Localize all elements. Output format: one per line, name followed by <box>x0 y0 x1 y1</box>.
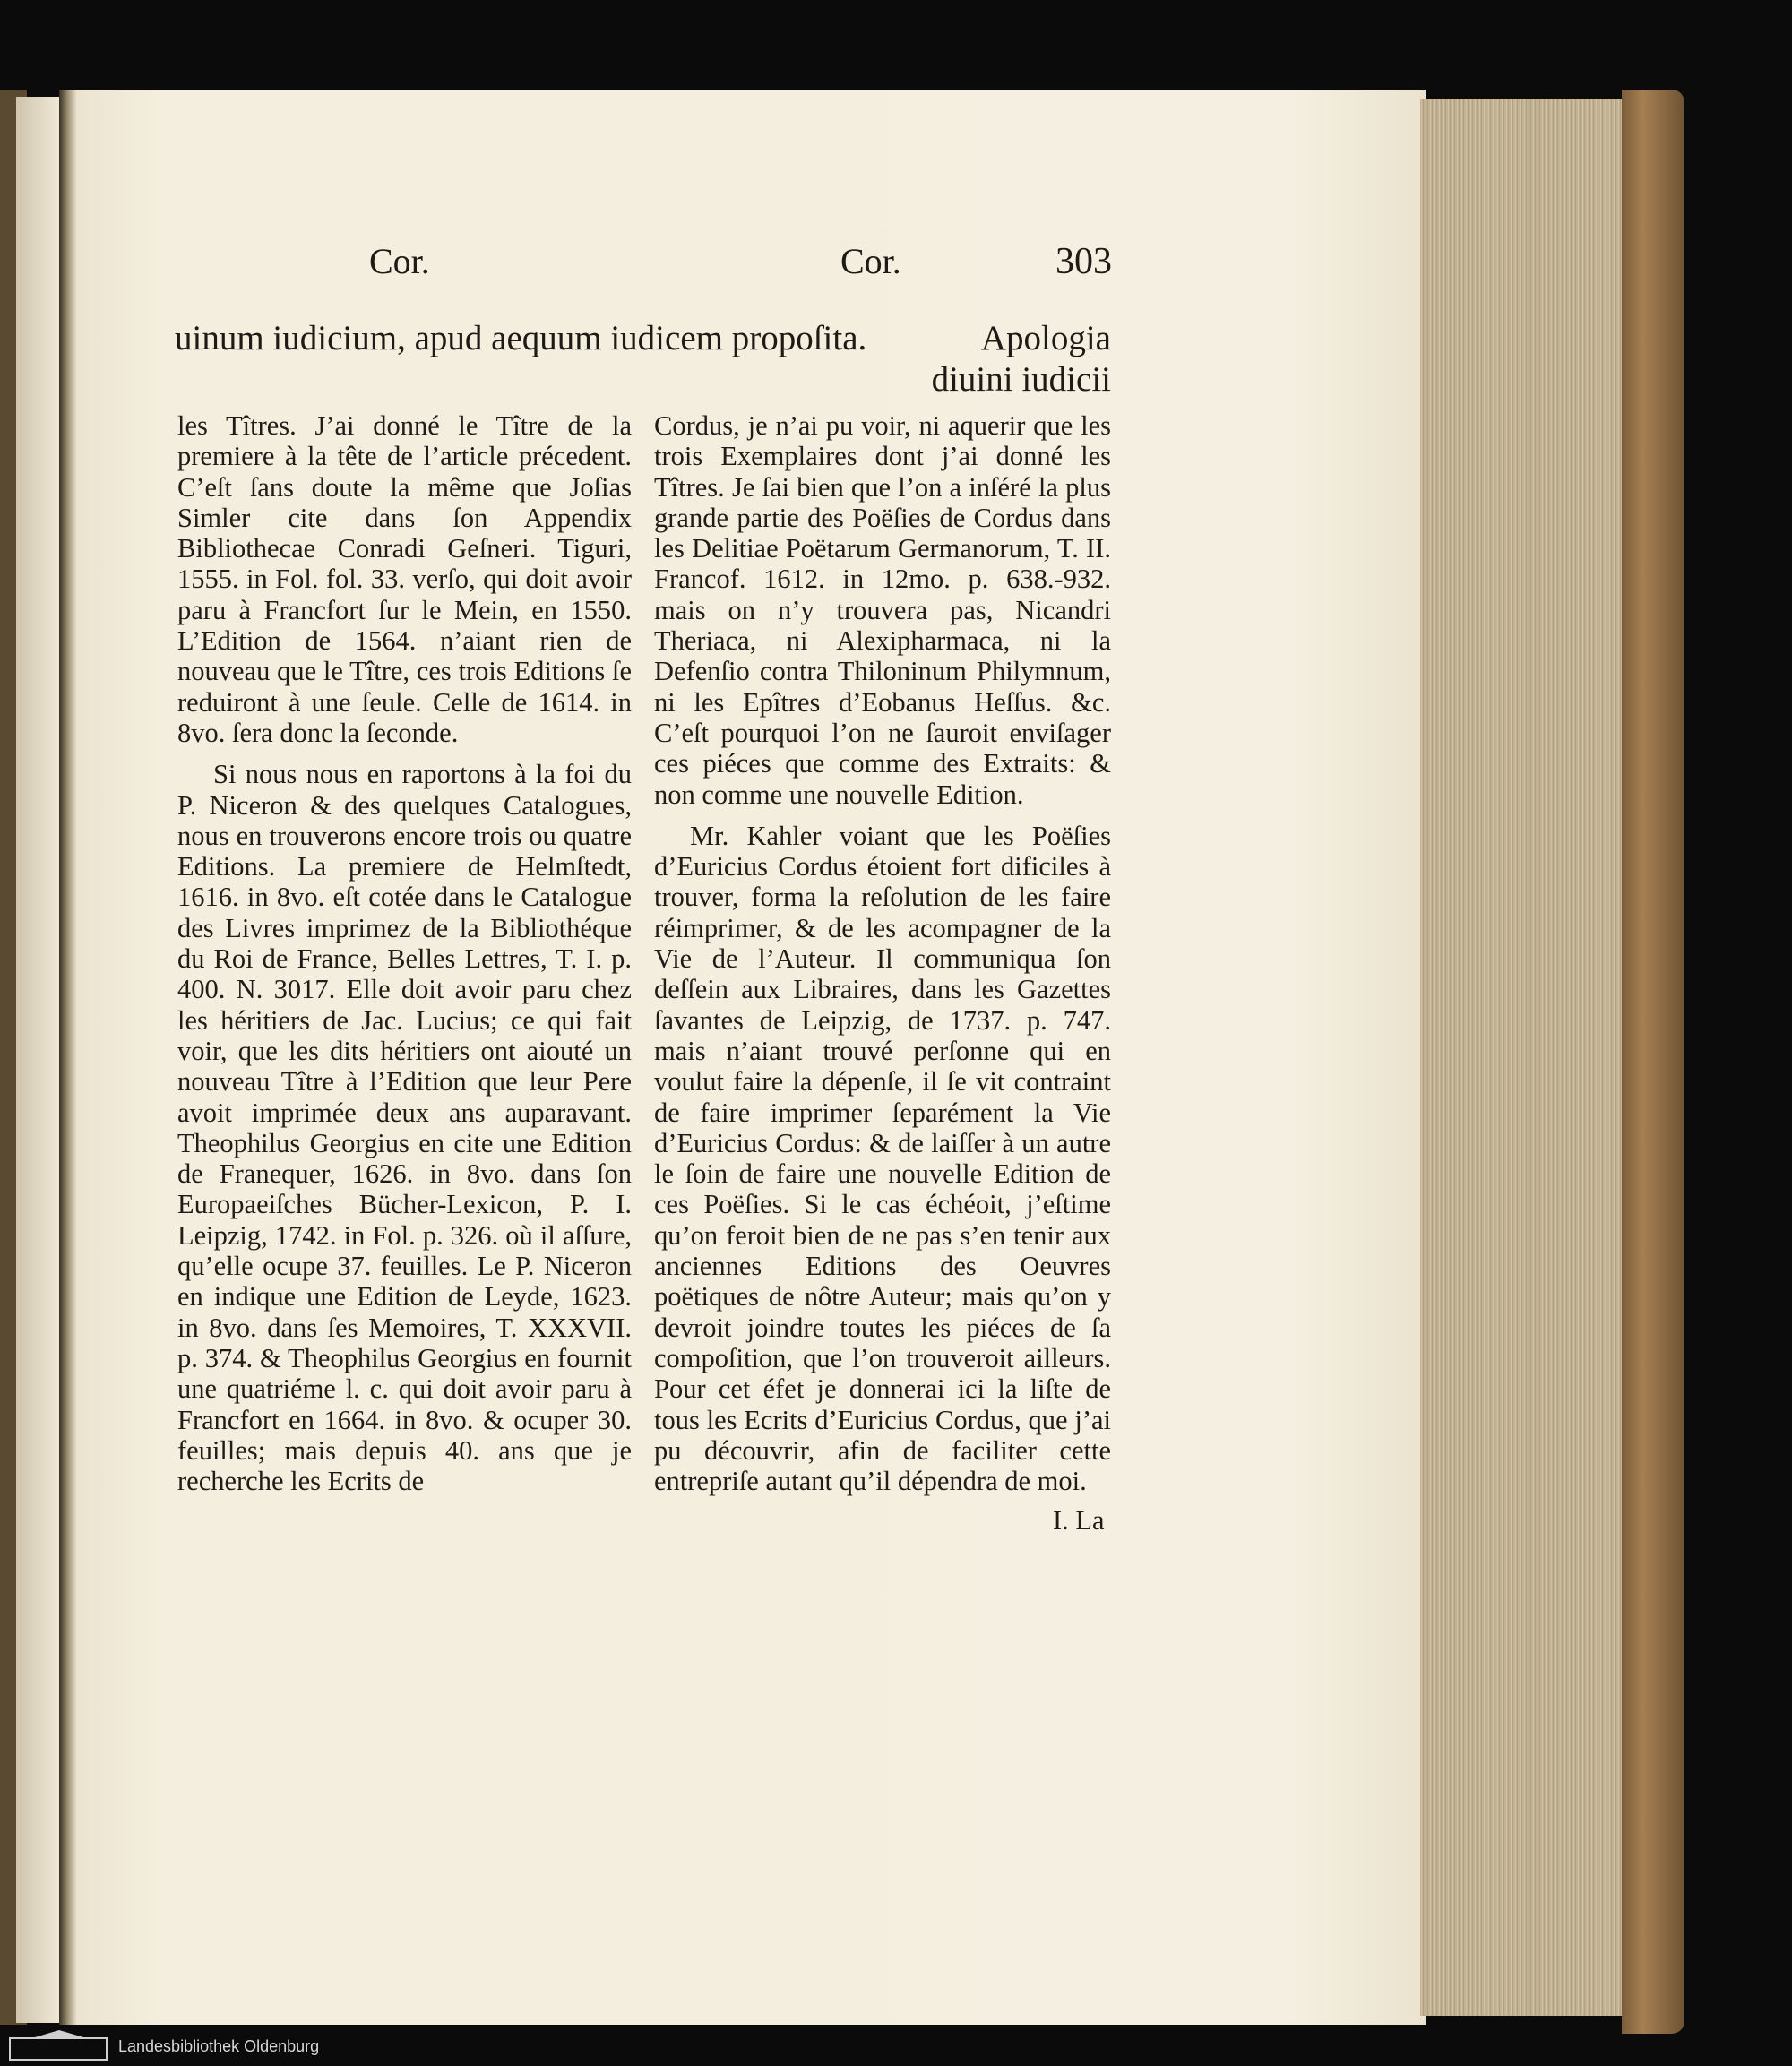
paragraph: Cordus, je n’ai pu voir, ni aquerir que les trois Exemplaires dont j’ai donné les Tîtres. Je ſai bien que l’on a inſéré la plus grande partie des Poëſies de Cordus dans les Delitiae Poëtarum Germanorum, T. II. Francof. 1612. in 12mo. p. 638.-932. mais on n’y trouvera pas, Nicandri Theriaca, ni Alexipharmaca, ni la Defenſio contra Thiloninum Philymnum, ni les Epîtres d’Eobanus Heſſus. &c. C’eſt pourquoi l’on ne ſauroit enviſager ces piéces que comme des Extraits: & non comme une nouvelle Edition. <box>654 410 1111 810</box>
page-number: 303 <box>1055 241 1112 282</box>
library-name: Landesbibliothek Oldenburg <box>118 2037 320 2055</box>
facing-page-edge <box>16 97 59 2023</box>
running-head-center: Cor. <box>840 241 901 281</box>
title-left: uinum iudicium, apud aequum iudicem propoſita. <box>175 319 867 357</box>
text-column-left <box>177 410 632 1496</box>
title-right: Apologia diuini iudicii <box>931 319 1111 399</box>
running-head-left: Cor. <box>369 241 430 281</box>
book-cover-right <box>1622 90 1684 2034</box>
text-column-right <box>654 410 1111 1496</box>
library-logo-icon <box>9 2037 108 2061</box>
book-gutter <box>59 90 77 2025</box>
page-block-edges <box>1420 99 1622 2016</box>
paragraph: Si nous nous en raportons à la foi du P. Niceron & des quelques Catalogues, nous en trouverons encore trois ou quatre Editions. La premiere de Helmſtedt, 1616. in 8vo. eſt cotée dans le Catalogue des Livres imprimez de la Bibliothéque du Roi de France, Belles Lettres, T. I. p. 400. N. 3017. Elle doit avoir paru chez les héritiers de Jac. Lucius; ce qui fait voir, que les dits héritiers ont aiouté un nouveau Tître à l’Edition que leur Pere avoit imprimée deux ans auparavant. Theophilus Georgius en cite une Edition de Franequer, 1626. in 8vo. dans ſon Europaeiſches Bücher-Lexicon, P. I. Leipzig, 1742. in Fol. p. 326. où il aſſure, qu’elle ocupe 37. feuilles. Le P. Niceron en indique une Edition de Leyde, 1623. in 8vo. dans ſes Memoires, T. XXXVII. p. 374. & Theophilus Georgius en fournit une quatriéme l. c. qui doit avoir paru à Francfort en 1664. in 8vo. & ocuper 30. feuilles; mais depuis 40. ans que je recherche les Ecrits de <box>177 759 632 1497</box>
catchword: I. La <box>1053 1505 1105 1536</box>
paragraph: Mr. Kahler voiant que les Poëſies d’Euricius Cordus étoient fort dificiles à trouver, forma la reſolution de les faire réimprimer, & de les acompagner de la Vie de l’Auteur. Il communiqua ſon deſſein aux Libraires, dans les Gazettes ſavantes de Leipzig, de 1737. p. 747. mais n’aiant trouvé perſonne qui en voulut faire la dépenſe, il ſe vit contraint de faire imprimer ſeparément la Vie d’Euricius Cordus: & de laiſſer à un autre le ſoin de faire une nouvelle Edition de ces Poëſies. Si le cas échéoit, j’eſtime qu’on feroit bien de ne pas s’en tenir aux anciennes Editions des Oeuvres poëtiques de nôtre Auteur; mais qu’on y devroit joindre toutes les piéces de ſa compoſition, que l’on trouveroit ailleurs. Pour cet éfet je donnerai ici la liſte de tous les Ecrits d’Euricius Cordus, que j’ai pu découvrir, afin de faciliter cette entrepriſe autant qu’il dépendra de moi. <box>654 820 1111 1497</box>
paragraph: les Tîtres. J’ai donné le Tître de la premiere à la tête de l’article précedent. C’eſt ſans doute la même que Joſias Simler cite dans ſon Appendix Bibliothecae Conradi Geſneri. Tiguri, 1555. in Fol. fol. 33. verſo, qui doit avoir paru à Francfort ſur le Mein, en 1550. L’Edition de 1564. n’aiant rien de nouveau que le Tître, ces trois Editions ſe reduiront à une ſeule. Celle de 1614. in 8vo. ſera donc la ſeconde. <box>177 410 632 748</box>
